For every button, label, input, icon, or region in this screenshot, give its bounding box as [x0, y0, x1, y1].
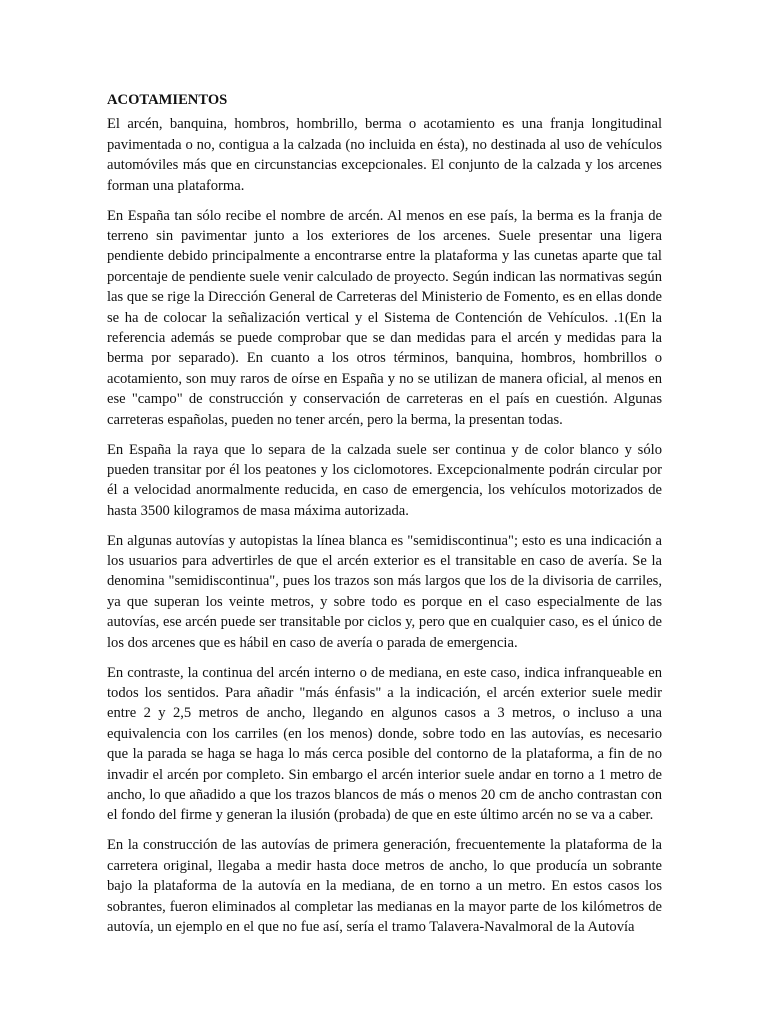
paragraph-2: En España tan sólo recibe el nombre de arcén. Al menos en ese país, la berma es la franja de terreno sin pavimentar junto a los exteriores de los arcenes. Suele presentar una ligera pendiente debido principalmente a encontrarse entre la plataforma y las cunetas aparte que tal porcentaje de pendiente suele venir calculado de proyecto. Según indican las normativas según las que se rige la Dirección General de Carreteras del Ministerio de Fomento, es en ellas donde se ha de colocar la señalización vertical y el Sistema de Contención de Vehículos. .1(En la referencia además se puede comprobar que se dan medidas para el arcén y medidas para la berma por separado). En cuanto a los otros términos, banquina, hombros, hombrillos o acotamiento, son muy raros de oírse en España y no se utilizan de manera oficial, al menos en ese "campo" de construcción y conservación de carreteras en el país en cuestión. Algunas carreteras españolas, pueden no tener arcén, pero la berma, la presentan todas. — [107, 207, 662, 428]
paragraph-6: En la construcción de las autovías de primera generación, frecuentemente la plataforma de la carretera original, llegaba a medir hasta doce metros de ancho, lo que producía un sobrante bajo la plataforma de la autovía en la mediana, de en torno a un metro. En estos casos los sobrantes, fueron eliminados al completar las medianas en la mayor parte de los kilómetros de autovía, un ejemplo en el que no fue así, sería el tramo Talavera-Navalmoral de la Autovía — [107, 837, 662, 935]
paragraph-3: En España la raya que lo separa de la calzada suele ser continua y de color blanco y sólo pueden transitar por él los peatones y los ciclomotores. Excepcionalmente podrán circular por él a velocidad anormalmente reducida, en caso de emergencia, los vehículos motorizados de hasta 3500 kilogramos de masa máxima autorizada. — [107, 441, 662, 519]
paragraph-5: En contraste, la continua del arcén interno o de mediana, en este caso, indica infranqueable en todos los sentidos. Para añadir "más énfasis" a la indicación, el arcén exterior suele medir entre 2 y 2,5 metros de ancho, llegando en algunos casos a 3 metros, o incluso a una equivalencia con los carriles (en los menos) donde, sobre todo en las autovías, es necesario que la parada se haga se haga lo más cerca posible del contorno de la plataforma, a fin de no invadir el arcén por completo. Sin embargo el arcén interior suele andar en torno a 1 metro de ancho, lo que añadido a que los trazos blancos de más o menos 20 cm de ancho contrastan con el fondo del firme y generan la ilusión (probada) de que en este último arcén no se va a caber. — [107, 664, 662, 824]
paragraph-4: En algunas autovías y autopistas la línea blanca es "semidiscontinua"; esto es una indicación a los usuarios para advertirles de que el arcén exterior es el transitable en caso de avería. Se la denomina "semidiscontinua", pues los trazos son más largos que los de la divisoria de carriles, ya que superan los veinte metros, y sobre todo es porque en el caso especialmente de las autovías, ese arcén puede ser transitable por ciclos y, pero que en cualquier caso, es el único de los dos arcenes que es hábil en caso de avería o parada de emergencia. — [107, 532, 662, 651]
paragraph-1: El arcén, banquina, hombros, hombrillo, berma o acotamiento es una franja longitudinal pavimentada o no, contigua a la calzada (no incluida en ésta), no destinada al uso de vehículos automóviles más que en circunstancias excepcionales. El conjunto de la calzada y los arcenes forman una plataforma. — [107, 116, 662, 194]
document-title: ACOTAMIENTOS — [107, 92, 228, 108]
document-page — [107, 90, 662, 947]
